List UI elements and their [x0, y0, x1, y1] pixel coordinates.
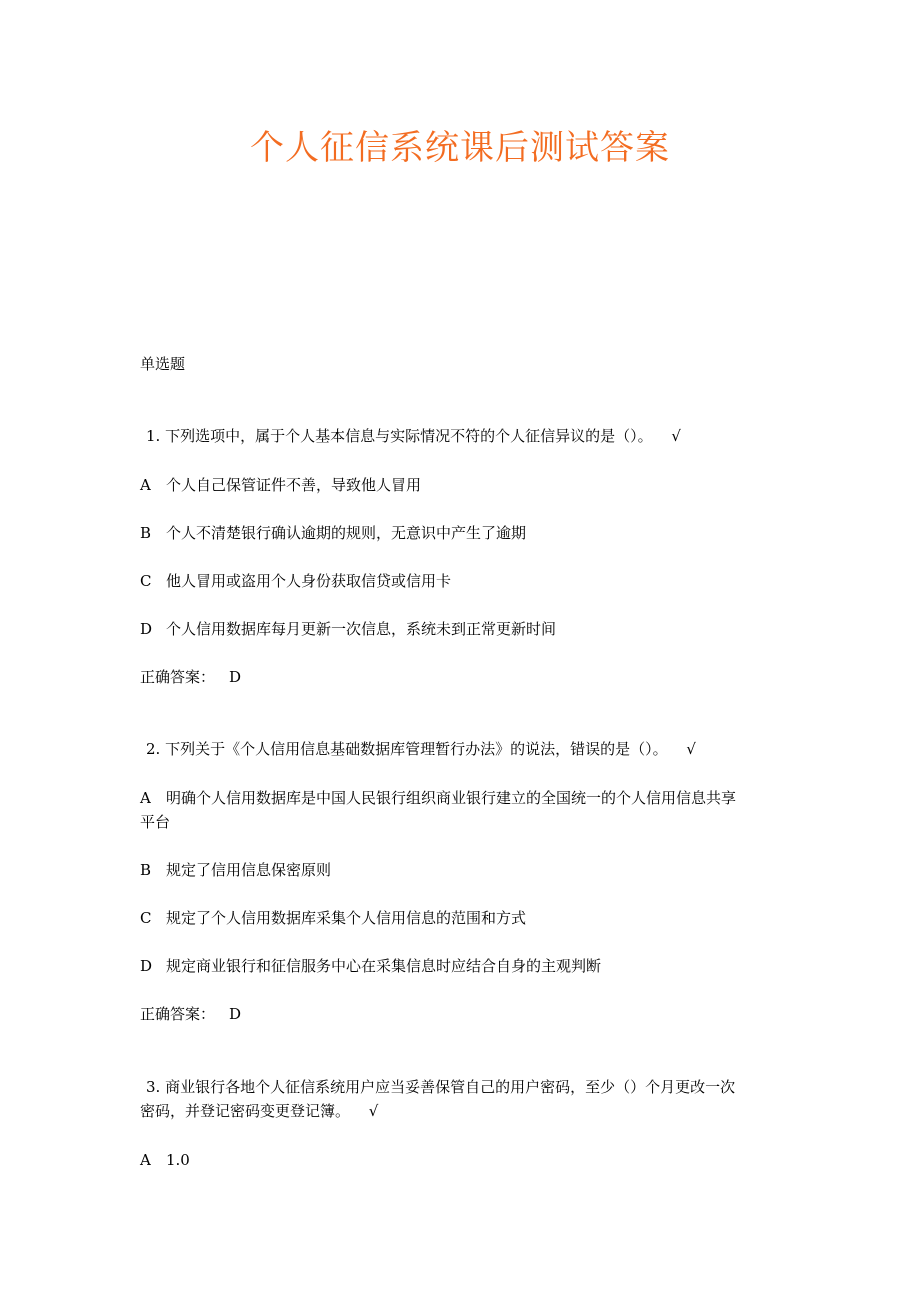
option-a: [140, 1148, 790, 1172]
section-heading: 单选题: [140, 355, 186, 373]
check-mark: √: [686, 740, 696, 758]
option-letter: C: [140, 909, 152, 927]
option-letter: A: [140, 1151, 151, 1169]
option-text: 个人不清楚银行确认逾期的规则，无意识中产生了逾期: [166, 524, 527, 542]
option-a-continued: 平台: [140, 813, 171, 831]
option-text: 他人冒用或盗用个人身份获取信贷或信用卡: [166, 572, 452, 590]
option-letter: A: [140, 476, 151, 494]
document-title: 个人征信系统课后测试答案: [250, 128, 670, 168]
option-text: 规定了信用信息保密原则: [166, 861, 332, 879]
option-text: 规定了个人信用数据库采集个人信用信息的范围和方式: [166, 909, 527, 927]
option-c: [140, 569, 790, 593]
option-letter: B: [140, 861, 152, 879]
question-2: [146, 737, 796, 761]
answer-1: [140, 665, 790, 689]
question-text: 商业银行各地个人征信系统用户应当妥善保管自己的用户密码，至少（）个月更改一次: [165, 1078, 736, 1096]
option-letter: A: [140, 789, 151, 807]
question-3-continued: [140, 1099, 790, 1123]
option-b: [140, 521, 790, 545]
option-text: 个人自己保管证件不善，导致他人冒用: [166, 476, 422, 494]
answer-label: 正确答案：: [140, 668, 216, 686]
option-d: [140, 954, 790, 978]
option-letter: D: [140, 620, 153, 638]
question-text: 下列选项中，属于个人基本信息与实际情况不符的个人征信异议的是（）。: [165, 427, 653, 445]
answer-label: 正确答案：: [140, 1005, 216, 1023]
answer-value: D: [229, 1005, 242, 1023]
option-letter: D: [140, 957, 153, 975]
question-text: 下列关于《个人信用信息基础数据库管理暂行办法》的说法，错误的是（）。: [165, 740, 668, 758]
question-number: 2.: [146, 740, 161, 758]
option-text: 1.0: [166, 1151, 190, 1169]
question-text-continued: 密码，并登记密码变更登记簿。: [140, 1102, 351, 1120]
option-letter: B: [140, 524, 152, 542]
question-3: [146, 1075, 796, 1099]
option-d: [140, 617, 790, 641]
question-1: [146, 424, 796, 448]
answer-value: D: [229, 668, 242, 686]
option-b: [140, 858, 790, 882]
check-mark: √: [671, 427, 681, 445]
question-number: 3.: [146, 1078, 161, 1096]
option-text: 个人信用数据库每月更新一次信息，系统未到正常更新时间: [166, 620, 557, 638]
question-number: 1.: [146, 427, 161, 445]
answer-2: [140, 1002, 790, 1026]
option-c: [140, 906, 790, 930]
option-text: 规定商业银行和征信服务中心在采集信息时应结合自身的主观判断: [166, 957, 602, 975]
option-text: 明确个人信用数据库是中国人民银行组织商业银行建立的全国统一的个人信用信息共享: [166, 789, 737, 807]
check-mark: √: [368, 1102, 379, 1120]
option-a: [140, 473, 790, 497]
option-a: [140, 786, 790, 810]
option-letter: C: [140, 572, 152, 590]
